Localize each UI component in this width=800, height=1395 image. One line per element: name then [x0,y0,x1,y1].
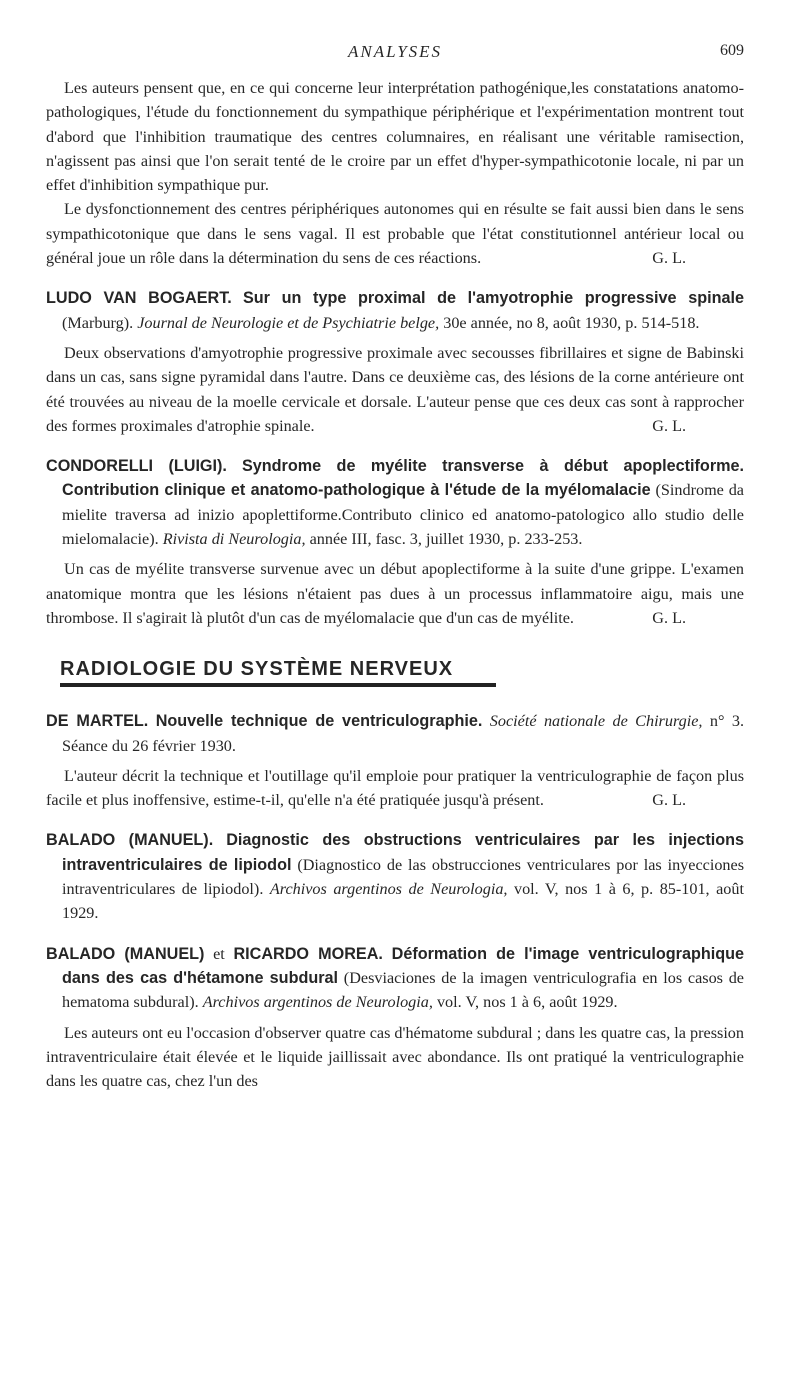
entry-journal: Journal de Neurologie et de Psychiatrie belge, [137,313,440,332]
page [46,38,744,1093]
entry-journal: Archivos argentinos de Neurologia, [202,993,433,1012]
entry-title: Déformation de l'image ventriculographique dans des cas d'hétamone subdural [62,944,745,987]
section-heading [60,658,496,687]
entry-citation: vol. V, nos 1 à 6, août 1929. [432,993,618,1012]
abstract-entry [46,709,744,812]
entry-author: DE MARTEL. [46,712,149,731]
intro-paragraph-1: Les auteurs pensent que, en ce qui concerne leur interprétation pathogénique,les constatations anatomo-pathologiques, l'étude du fonctionnement du sympathique périphérique et l'expérimentation montrent tout d'abord que l'inhibition traumatique des centres columnaires, en réalisant une véritable ramisection, n'agissent pas ainsi que l'on serait tenté de le croire par un effet d'hyper-sympathicotonie locale, ni par un effet d'inhibition sympathique pur. [46,79,744,195]
entry-author: BALADO (MANUEL) [46,944,205,963]
entry-journal: Rivista di Neurologia, [162,530,306,549]
entry-citation: vol. V, nos 1 à 6, p. 85-101, août 1929. [62,880,744,923]
abstract-entry [46,286,744,438]
abstract-entry [46,942,744,1094]
entry-heading [46,709,744,758]
page-number: 609 [720,42,744,59]
entry-subtitle: (Sindrome da mielite traversa ad inizio apoplettiforme.Contributo clinico ed anatomo-patologico allo studio delle mielomalacie). [62,481,744,549]
entry-connector: et [204,944,234,963]
entry-journal: Société nationale de Chirurgie, [489,712,703,731]
entry-abstract [46,341,744,438]
entry-heading [46,454,744,551]
running-head [46,38,744,64]
intro-section [46,76,744,270]
signature: G. L. [652,608,686,627]
entry-citation: année III, fasc. 3, juillet 1930, p. 233-253. [305,530,583,549]
entry-title: Diagnostic des obstructions ventriculaires par les injections intraventriculaires de lipiodol [62,831,744,874]
entry-author: BALADO (MANUEL). [46,831,214,850]
intro-paragraph-2-text: Le dysfonctionnement des centres périphériques autonomes qui en résulte se fait aussi bien dans le sens sympathicotonique que dans le sens vagal. Il est probable que l'état constitutionnel antérieur local ou général joue un rôle dans la détermination du sens de ces réactions. [46,200,744,268]
entry-abstract-text: L'auteur décrit la technique et l'outillage qu'il emploie pour pratiquer la ventriculographie de façon plus facile et plus inoffensive, estime-t-il, qu'elle n'a été pratiquée jusqu'à présent. [46,766,744,810]
entry-subtitle: (Desviaciones de la imagen ventriculografia en los casos de hematoma subdural). [62,968,744,1012]
abstract-entry [46,828,744,925]
entry-journal: Archivos argentinos de Neurologia, [269,880,508,899]
entry-abstract-text: Un cas de myélite transverse survenue avec un début apoplectiforme à la suite d'une grippe. L'examen anatomique montra que les lésions n'étaient pas dues à un processus inflammatoire aigu, mais une thrombose. Il s'agirait là plutôt d'un cas de myélomalacie que d'un cas de myélite. [46,560,744,627]
entry-title: Sur un type proximal de l'amyotrophie progressive spinale [242,289,744,308]
entry-title: Nouvelle technique de ventriculographie. [155,712,483,731]
entry-abstract [46,557,744,630]
entry-citation: 30e année, no 8, août 1930, p. 514-518. [439,313,700,332]
entry-abstract [46,764,744,813]
entry-subtitle: (Marburg). [62,313,138,332]
entry-heading [46,942,744,1015]
abstract-entry [46,454,744,630]
entry-citation: n° 3. Séance du 26 février 1930. [62,712,745,755]
signature: G. L. [652,791,686,810]
entry-abstract-text: Deux observations d'amyotrophie progressive proximale avec secousses fibrillaires et signe de Babinski dans un cas, sans signe pyramidal dans l'autre. Dans ce deuxième cas, des lésions de la corne antérieure ont été trouvées au niveau de la moelle cervicale et dorsale. L'auteur pense que ces deux cas sont à rapprocher des formes proximales d'atrophie spinale. [46,343,744,435]
entry-abstract: Les auteurs ont eu l'occasion d'observer quatre cas d'hématome subdural ; dans les quatre cas, la pression intraventriculaire était élevée et le liquide jaillissait avec abondance. Ils ont pratiqué la ventriculographie dans les quatre cas, chez l'un des [46,1023,744,1091]
entry-subtitle: (Diagnostico de las obstrucciones ventriculares por las inyecciones intraventriculares de lipiodol). [62,855,745,899]
signature: G. L. [652,249,686,268]
section-title: RADIOLOGIE DU SYSTÈME NERVEUX [60,658,454,681]
entry-title: Syndrome de myélite transverse à début apoplectiforme. Contribution clinique et anatomo-pathologique à l'étude de la myélomalacie [62,457,745,500]
intro-paragraph-2 [46,197,744,270]
entry-author: LUDO VAN BOGAERT. [46,289,232,308]
signature: G. L. [652,416,686,435]
running-title: ANALYSES [347,42,443,61]
entry-author: CONDORELLI (LUIGI). [46,457,227,476]
entry-heading [46,286,744,335]
entry-heading [46,828,744,925]
entry-coauthor: RICARDO MOREA. [233,944,383,963]
